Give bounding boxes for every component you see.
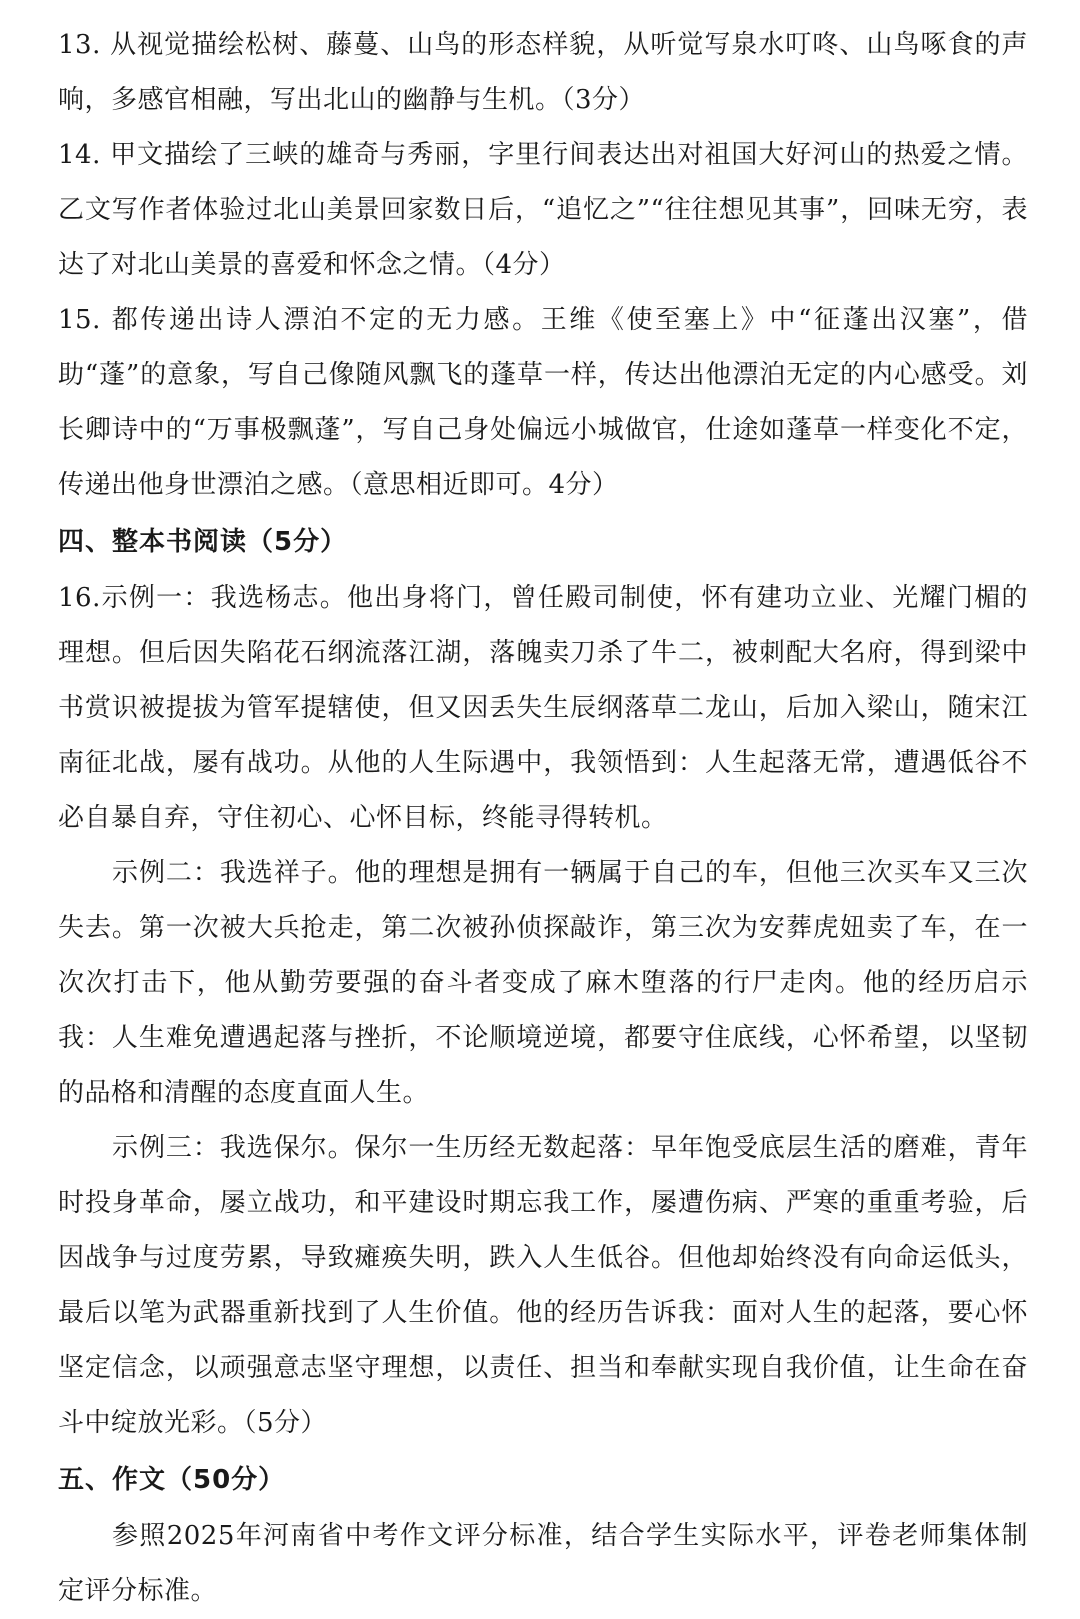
section-4-heading: 四、整本书阅读（5分） [58,527,348,557]
answer-15: 15. 都传递出诗人漂泊不定的无力感。王维《使至塞上》中“征蓬出汉塞”，借助“蓬”的意象，写自己像随风飘飞的蓬草一样，传达出他漂泊无定的内心感受。刘长卿诗中的“万事极飘蓬”，写自己身处偏远小城做官，仕途如蓬草一样变化不定，传递出他身世漂泊之感。（意思相近即可。4分） [58,305,1028,500]
section-5-heading: 五、作文（50分） [58,1465,286,1495]
answer-14: 14. 甲文描绘了三峡的雄奇与秀丽，字里行间表达出对祖国大好河山的热爱之情。乙文写作者体验过北山美景回家数日后，“追忆之”“往往想见其事”，回味无穷，表达了对北山美景的喜爱和怀念之情。（4分） [58,140,1028,280]
answer-key-page [58,18,1028,1619]
answer-16-example-1: 16.示例一：我选杨志。他出身将门，曾任殿司制使，怀有建功立业、光耀门楣的理想。但后因失陷花石纲流落江湖，落魄卖刀杀了牛二，被刺配大名府，得到梁中书赏识被提拔为管军提辖使，但又因丢失生辰纲落草二龙山，后加入梁山，随宋江南征北战，屡有战功。从他的人生际遇中，我领悟到：人生起落无常，遭遇低谷不必自暴自弃，守住初心、心怀目标，终能寻得转机。 [58,583,1028,833]
essay-scoring-note: 参照2025年河南省中考作文评分标准，结合学生实际水平，评卷老师集体制定评分标准。 [58,1521,1028,1606]
answer-13: 13. 从视觉描绘松树、藤蔓、山鸟的形态样貌，从听觉写泉水叮咚、山鸟啄食的声响，多感官相融，写出北山的幽静与生机。（3分） [58,30,1028,115]
answer-16-example-3: 示例三：我选保尔。保尔一生历经无数起落：早年饱受底层生活的磨难，青年时投身革命，屡立战功，和平建设时期忘我工作，屡遭伤病、严寒的重重考验，后因战争与过度劳累，导致瘫痪失明，跌入人生低谷。但他却始终没有向命运低头，最后以笔为武器重新找到了人生价值。他的经历告诉我：面对人生的起落，要心怀坚定信念，以顽强意志坚守理想，以责任、担当和奉献实现自我价值，让生命在奋斗中绽放光彩。（5分） [58,1133,1028,1438]
answer-16-example-2: 示例二：我选祥子。他的理想是拥有一辆属于自己的车，但他三次买车又三次失去。第一次被大兵抢走，第二次被孙侦探敲诈，第三次为安葬虎妞卖了车，在一次次打击下，他从勤劳要强的奋斗者变成了麻木堕落的行尸走肉。他的经历启示我：人生难免遭遇起落与挫折，不论顺境逆境，都要守住底线，心怀希望，以坚韧的品格和清醒的态度直面人生。 [58,858,1028,1108]
